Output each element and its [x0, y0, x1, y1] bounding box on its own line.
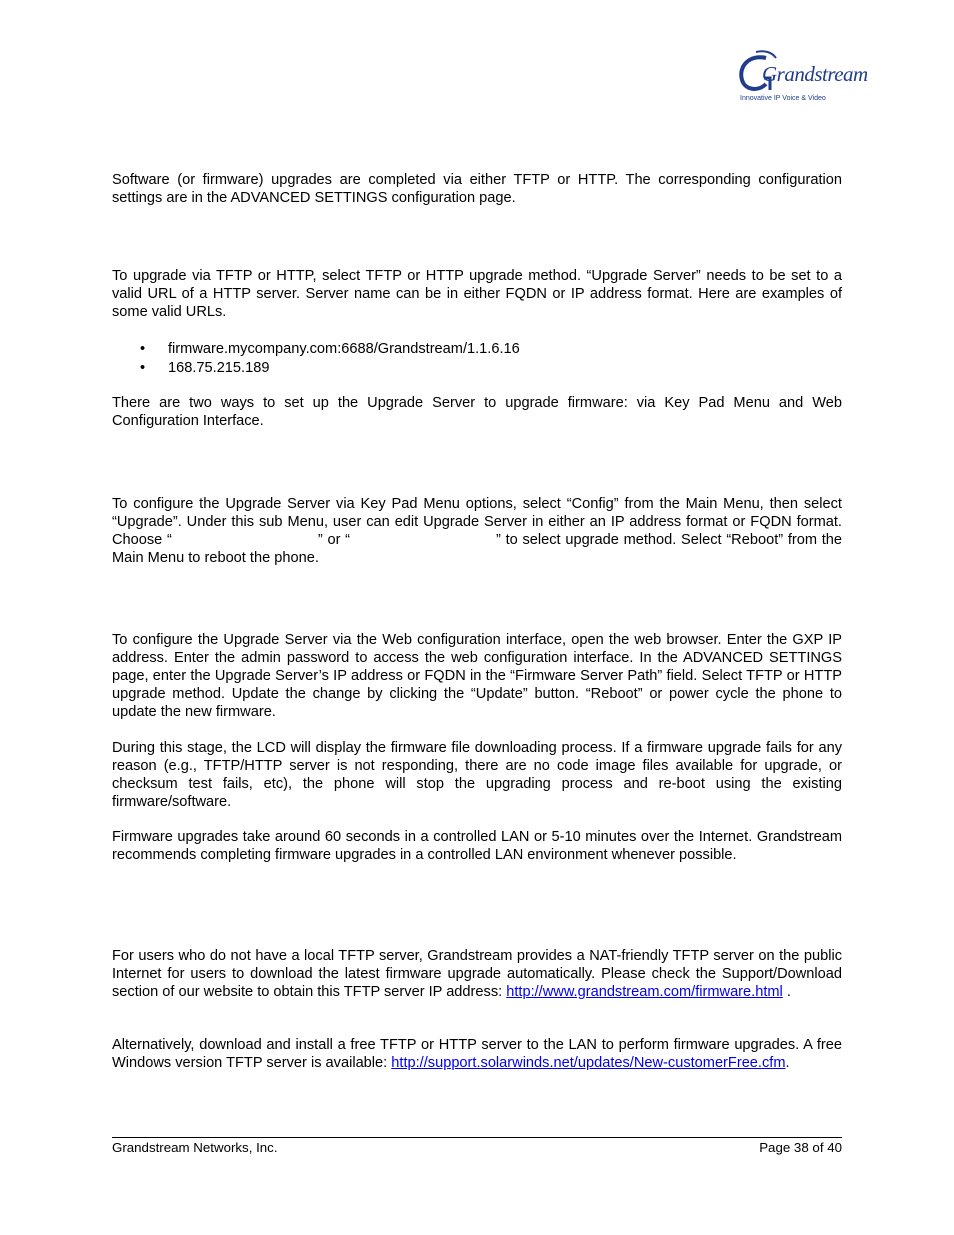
- web-config-paragraph: To configure the Upgrade Server via the Web configuration interface, open the web browser. Enter the GXP IP address. Enter the admin password to access the web configuration interface. In the ADVANCED SETTINGS page, enter the Upgrade Server’s IP address or FQDN in the “Firmware Server Path” field. Select TFTP or HTTP upgrade method. Update the change by clicking the “Update” button. “Reboot” or power cycle the phone to update the new firmware.: [112, 632, 842, 720]
- keypad-menu-paragraph: [112, 495, 842, 567]
- firmware-link[interactable]: http://www.grandstream.com/firmware.html: [506, 984, 783, 1000]
- tftp-server-end: .: [782, 984, 791, 1000]
- logo-wordmark: Grandstream: [762, 62, 868, 86]
- keypad-text-c: ” to select upgrade method. Select “Reboot” from the Main Menu to reboot the phone.: [112, 532, 843, 566]
- valid-url-list: [140, 340, 520, 378]
- free-tftp-paragraph: [112, 1036, 842, 1072]
- logo-tagline: Innovative IP Voice & Video: [740, 95, 826, 102]
- lcd-download-paragraph: During this stage, the LCD will display the firmware file downloading process. If a firmware upgrade fails for any reason (e.g., TFTP/HTTP server is not responding, there are no code image files available for upgrade, or checksum test fails, etc), the phone will stop the upgrading process and re-boot using the existing firmware/software.: [112, 740, 842, 810]
- footer-page-number: Page 38 of 40: [759, 1140, 842, 1155]
- free-tftp-text: Alternatively, download and install a free TFTP or HTTP server to the LAN to perform firmware upgrades. A free Windows version TFTP server is available:: [112, 1037, 842, 1071]
- free-tftp-end: .: [785, 1055, 790, 1071]
- solarwinds-link[interactable]: http://support.solarwinds.net/updates/New-customerFree.cfm: [391, 1055, 786, 1071]
- list-item: • 168.75.215.189: [140, 359, 520, 378]
- tftp-server-paragraph: [112, 947, 842, 1001]
- two-ways-paragraph: There are two ways to set up the Upgrade Server to upgrade firmware: via Key Pad Menu and Web Configuration Interface.: [112, 395, 842, 429]
- intro-paragraph: Software (or firmware) upgrades are completed via either TFTP or HTTP. The corresponding configuration settings are in the ADVANCED SETTINGS configuration page.: [112, 172, 842, 206]
- keypad-text-a: To configure the Upgrade Server via Key Pad Menu options, select “Config” from the Main Menu, then select “Upgrade”. Under this sub Menu, user can edit Upgrade Server in either an IP address format or FQDN format. Choose “: [112, 496, 842, 548]
- upgrade-time-paragraph: Firmware upgrades take around 60 seconds in a controlled LAN or 5-10 minutes over the Internet. Grandstream recommends completing firmware upgrades in a controlled LAN environment whenever possible.: [112, 829, 842, 863]
- upgrade-method-paragraph: To upgrade via TFTP or HTTP, select TFTP or HTTP upgrade method. “Upgrade Server” needs to be set to a valid URL of a HTTP server. Server name can be in either FQDN or IP address format. Here are examples of some valid URLs.: [112, 268, 842, 320]
- grandstream-logo: [736, 50, 868, 110]
- tftp-server-text: For users who do not have a local TFTP server, Grandstream provides a NAT-friendly TFTP server on the public Internet for users to download the latest firmware upgrade automatically. Please check the Support/Download section of our website to obtain this TFTP server IP address:: [112, 948, 842, 1000]
- footer-company: Grandstream Networks, Inc.: [112, 1140, 278, 1155]
- keypad-text-b: ” or “: [317, 532, 351, 548]
- list-item: • firmware.mycompany.com:6688/Grandstream/1.1.6.16: [140, 340, 520, 359]
- footer-divider: [112, 1137, 842, 1138]
